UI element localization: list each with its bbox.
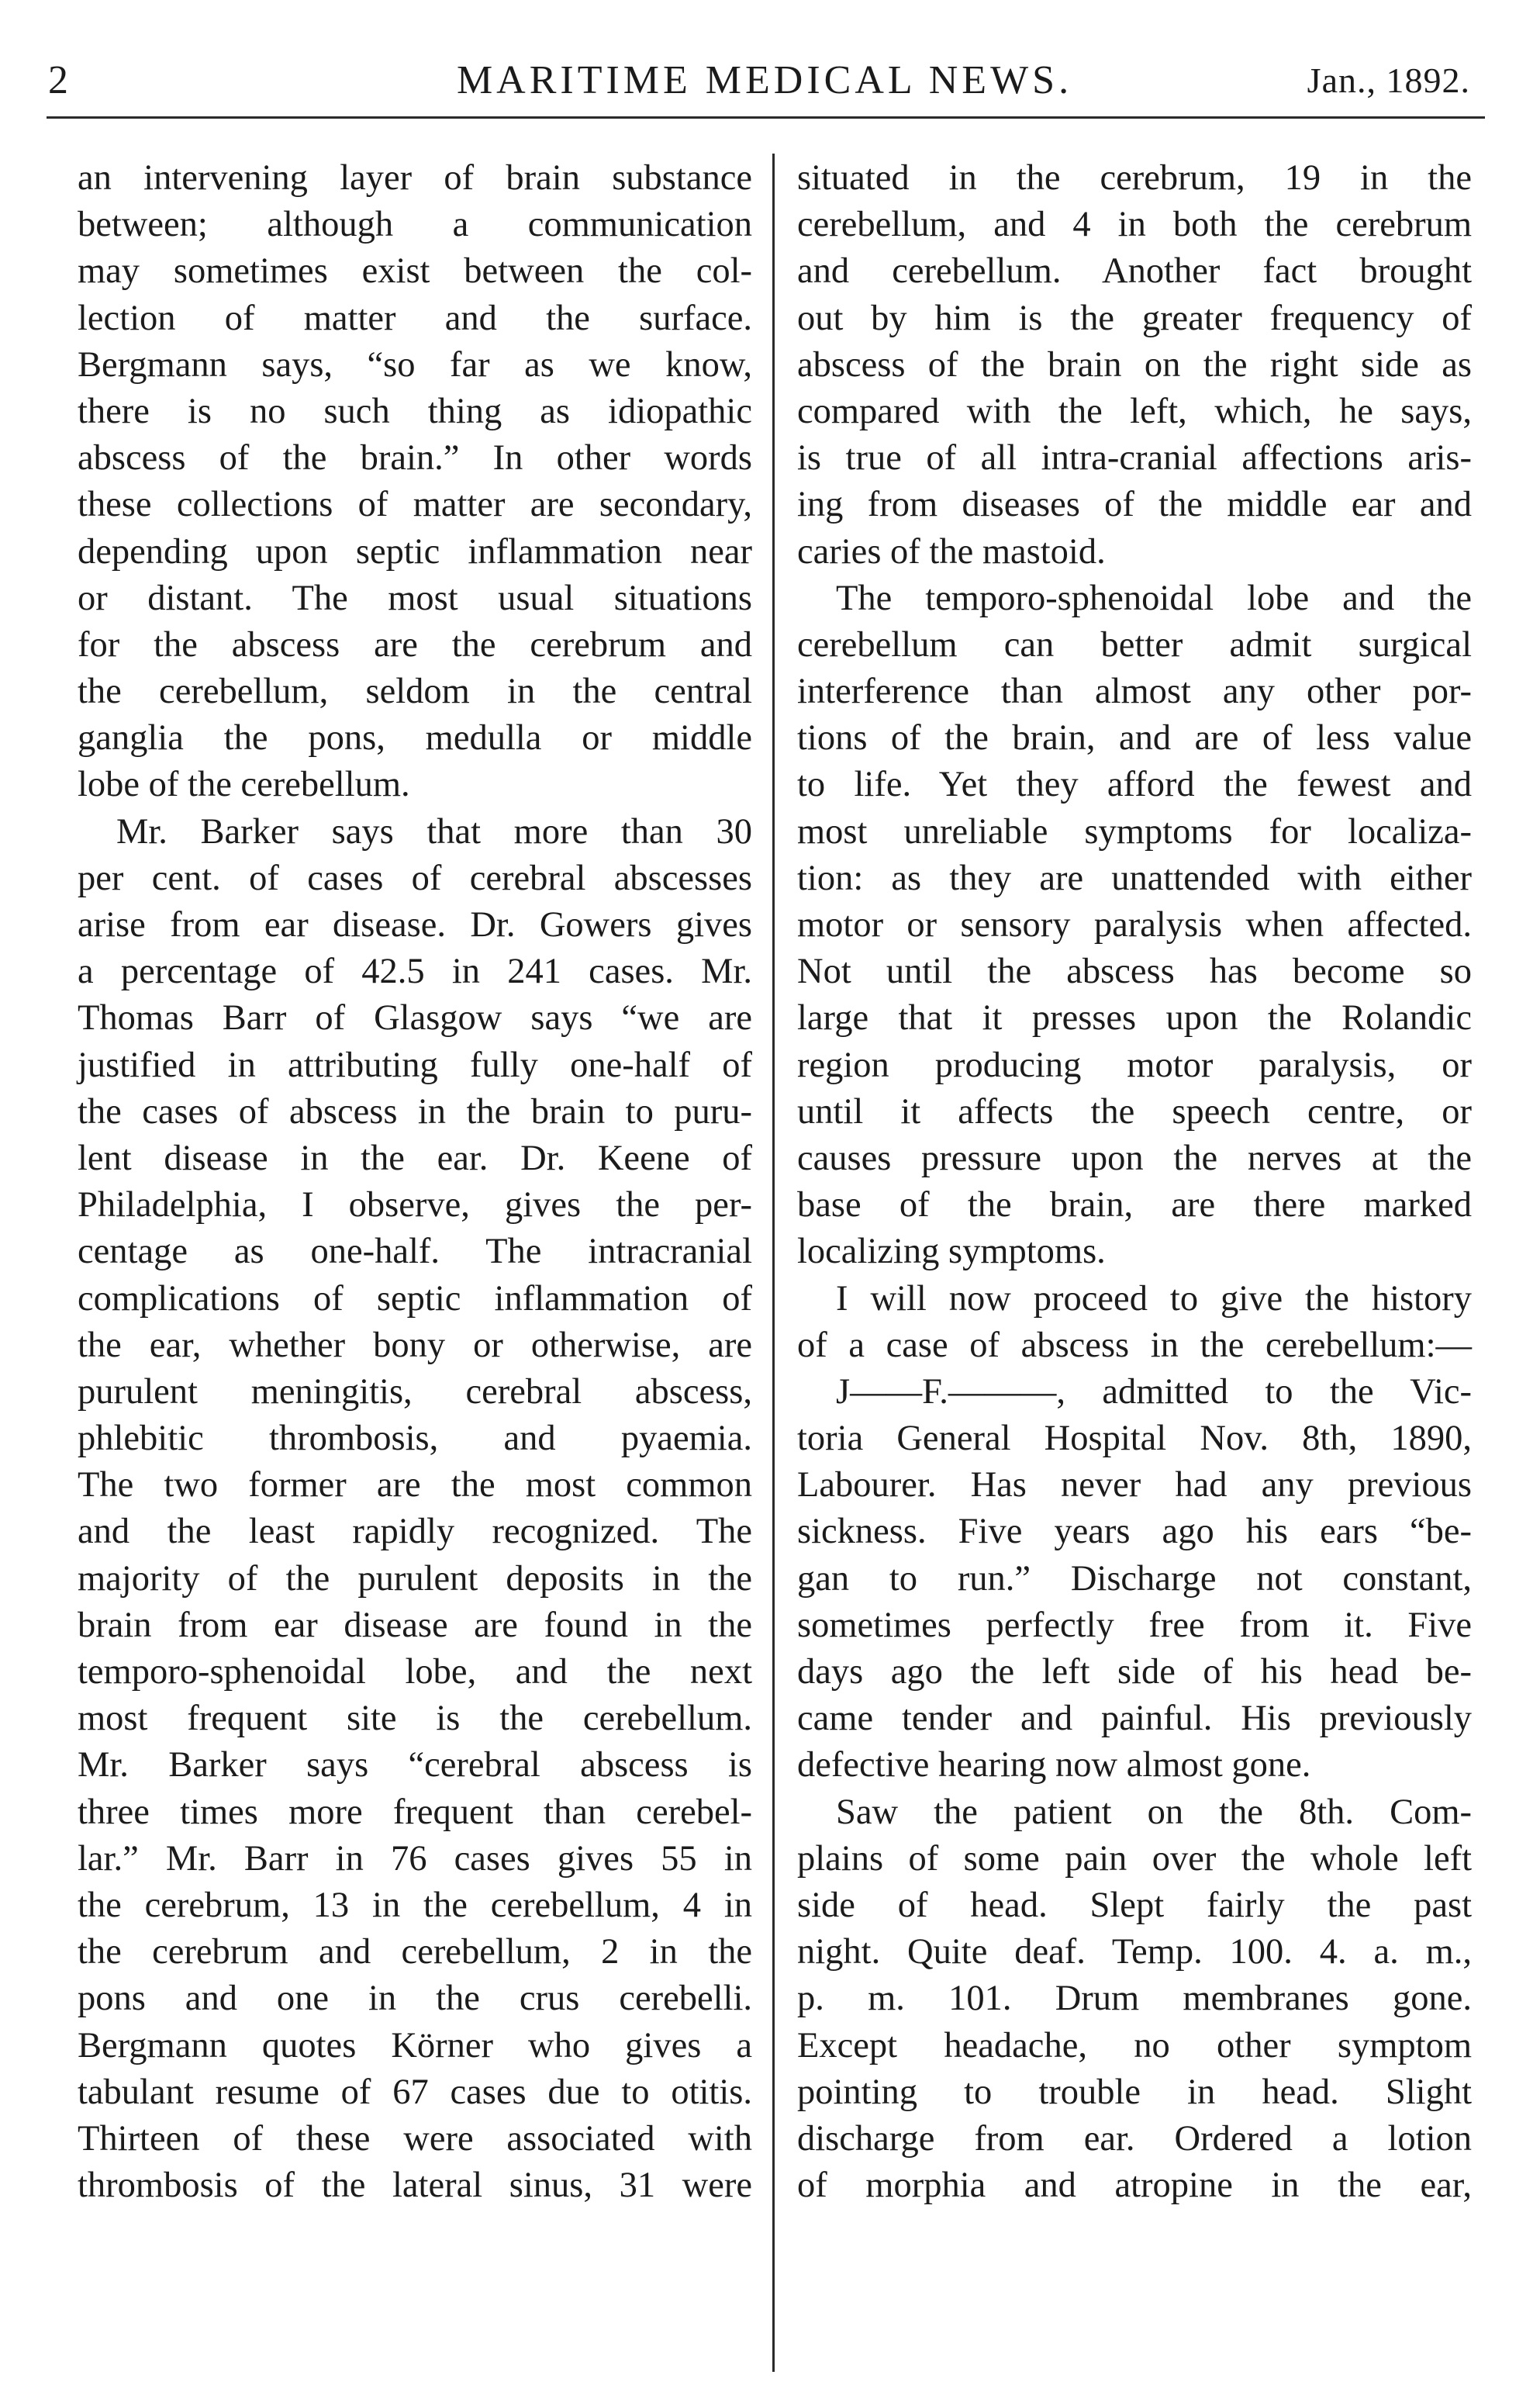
text-line: The two former are the most common xyxy=(78,1465,752,1505)
text-line: pointing to trouble in head. Slight xyxy=(797,2072,1472,2112)
journal-title: MARITIME MEDICAL NEWS. xyxy=(456,58,1073,102)
issue-date: Jan., 1892. xyxy=(1307,60,1470,100)
text-line: majority of the purulent deposits in the xyxy=(78,1558,752,1599)
text-line: discharge from ear. Ordered a lotion xyxy=(797,2118,1472,2159)
text-line: for the abscess are the cerebrum and xyxy=(78,624,752,665)
text-line: ganglia the pons, medulla or middle xyxy=(78,718,752,759)
text-line: an intervening layer of brain substance xyxy=(78,158,752,198)
text-line: sickness. Five years ago his ears “be- xyxy=(797,1512,1472,1552)
text-line: p. m. 101. Drum membranes gone. xyxy=(797,1979,1472,2019)
text-line: these collections of matter are secondary, xyxy=(78,485,752,525)
text-line: most frequent site is the cerebellum. xyxy=(78,1699,752,1739)
text-line: Not until the abscess has become so xyxy=(797,952,1472,992)
text-line: the cases of abscess in the brain to puru- xyxy=(78,1091,752,1132)
text-line: Thirteen of these were associated with xyxy=(78,2118,752,2159)
text-line: region producing motor paralysis, or xyxy=(797,1045,1472,1085)
running-head xyxy=(43,50,1486,112)
text-line: the ear, whether bony or otherwise, are xyxy=(78,1325,752,1365)
text-line: and cerebellum. Another fact brought xyxy=(797,251,1472,292)
text-line: the cerebrum, 13 in the cerebellum, 4 in xyxy=(78,1885,752,1925)
text-line: between; although a communication xyxy=(78,205,752,245)
text-line: tions of the brain, and are of less value xyxy=(797,718,1472,759)
text-line: and the least rapidly recognized. The xyxy=(78,1512,752,1552)
text-line: temporo-sphenoidal lobe, and the next xyxy=(78,1652,752,1692)
text-line: J——F.———, admitted to the Vic- xyxy=(836,1371,1472,1412)
text-line: depending upon septic inflammation near xyxy=(78,531,752,572)
text-line: abscess of the brain.” In other words xyxy=(78,438,752,479)
text-line: thrombosis of the lateral sinus, 31 were xyxy=(78,2166,752,2206)
text-line: lobe of the cerebellum. xyxy=(78,765,410,805)
text-line: lection of matter and the surface. xyxy=(78,298,752,338)
text-line: causes pressure upon the nerves at the xyxy=(797,1138,1472,1178)
text-line: purulent meningitis, cerebral abscess, xyxy=(78,1371,752,1412)
text-line: a percentage of 42.5 in 241 cases. Mr. xyxy=(78,952,752,992)
text-line: large that it presses upon the Rolandic xyxy=(797,998,1472,1039)
text-line: Except headache, no other symptom xyxy=(797,2025,1472,2065)
text-line: there is no such thing as idiopathic xyxy=(78,391,752,431)
text-line: may sometimes exist between the col- xyxy=(78,251,752,292)
text-line: abscess of the brain on the right side as xyxy=(797,344,1472,385)
text-line: plains of some pain over the whole left xyxy=(797,1838,1472,1879)
text-line: arise from ear disease. Dr. Gowers gives xyxy=(78,905,752,945)
text-line: is true of all intra-cranial affections aris- xyxy=(797,438,1472,479)
text-line: tabulant resume of 67 cases due to otitis. xyxy=(78,2072,752,2112)
text-line: defective hearing now almost gone. xyxy=(797,1745,1311,1785)
text-line: out by him is the greater frequency of xyxy=(797,298,1472,338)
column-divider xyxy=(772,154,775,2372)
text-line: pons and one in the crus cerebelli. xyxy=(78,1979,752,2019)
text-line: three times more frequent than cerebel- xyxy=(78,1792,752,1832)
text-line: The temporo-sphenoidal lobe and the xyxy=(836,578,1472,618)
header-rule xyxy=(47,116,1485,119)
text-line: motor or sensory paralysis when affected. xyxy=(797,905,1472,945)
text-line: compared with the left, which, he says, xyxy=(797,391,1472,431)
text-line: night. Quite deaf. Temp. 100. 4. a. m., xyxy=(797,1932,1472,1972)
text-line: ing from diseases of the middle ear and xyxy=(797,485,1472,525)
text-line: base of the brain, are there marked xyxy=(797,1185,1472,1225)
text-line: I will now proceed to give the history xyxy=(836,1278,1472,1319)
text-line: Mr. Barker says that more than 30 xyxy=(116,811,752,852)
text-line: sometimes perfectly free from it. Five xyxy=(797,1605,1472,1645)
text-line: days ago the left side of his head be- xyxy=(797,1652,1472,1692)
text-line: justified in attributing fully one-half of xyxy=(78,1045,752,1085)
text-line: tion: as they are unattended with either xyxy=(797,858,1472,898)
text-line: Saw the patient on the 8th. Com- xyxy=(836,1792,1472,1832)
text-line: most unreliable symptoms for localiza- xyxy=(797,811,1472,852)
text-line: came tender and painful. His previously xyxy=(797,1699,1472,1739)
text-line: side of head. Slept fairly the past xyxy=(797,1885,1472,1925)
text-line: the cerebellum, seldom in the central xyxy=(78,672,752,712)
text-line: gan to run.” Discharge not constant, xyxy=(797,1558,1472,1599)
text-line: Thomas Barr of Glasgow says “we are xyxy=(78,998,752,1039)
text-line: or distant. The most usual situations xyxy=(78,578,752,618)
text-line: Bergmann says, “so far as we know, xyxy=(78,344,752,385)
text-line: per cent. of cases of cerebral abscesses xyxy=(78,858,752,898)
text-line: localizing symptoms. xyxy=(797,1232,1106,1272)
text-line: situated in the cerebrum, 19 in the xyxy=(797,158,1472,198)
text-line: to life. Yet they afford the fewest and xyxy=(797,765,1472,805)
text-line: of a case of abscess in the cerebellum:— xyxy=(797,1325,1472,1365)
page-number: 2 xyxy=(48,58,68,102)
text-line: brain from ear disease are found in the xyxy=(78,1605,752,1645)
text-line: centage as one-half. The intracranial xyxy=(78,1232,752,1272)
text-line: lar.” Mr. Barr in 76 cases gives 55 in xyxy=(78,1838,752,1879)
text-line: Philadelphia, I observe, gives the per- xyxy=(78,1185,752,1225)
text-line: until it affects the speech centre, or xyxy=(797,1091,1472,1132)
right-column xyxy=(797,155,1472,2209)
text-line: complications of septic inflammation of xyxy=(78,1278,752,1319)
text-line: cerebellum can better admit surgical xyxy=(797,624,1472,665)
text-line: of morphia and atropine in the ear, xyxy=(797,2166,1472,2206)
text-line: Mr. Barker says “cerebral abscess is xyxy=(78,1745,752,1785)
text-line: interference than almost any other por- xyxy=(797,672,1472,712)
text-line: caries of the mastoid. xyxy=(797,531,1106,572)
text-line: phlebitic thrombosis, and pyaemia. xyxy=(78,1419,752,1459)
text-line: cerebellum, and 4 in both the cerebrum xyxy=(797,205,1472,245)
text-line: lent disease in the ear. Dr. Keene of xyxy=(78,1138,752,1178)
text-line: the cerebrum and cerebellum, 2 in the xyxy=(78,1932,752,1972)
text-line: Bergmann quotes Körner who gives a xyxy=(78,2025,752,2065)
text-line: Labourer. Has never had any previous xyxy=(797,1465,1472,1505)
text-line: toria General Hospital Nov. 8th, 1890, xyxy=(797,1419,1472,1459)
left-column xyxy=(78,155,752,2209)
